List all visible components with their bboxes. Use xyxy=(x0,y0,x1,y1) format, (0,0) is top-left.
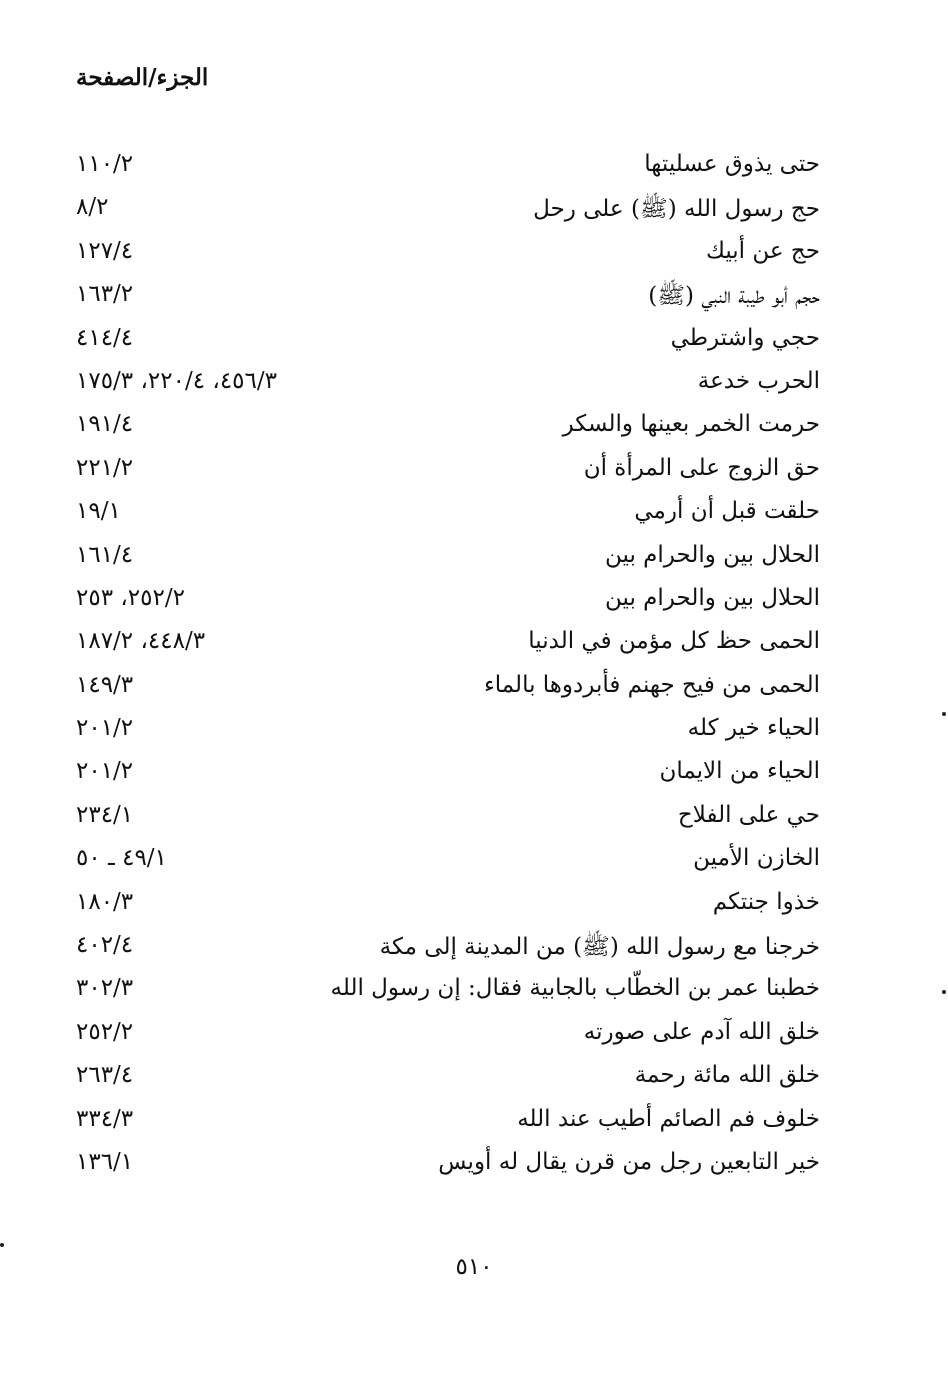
entry-reference: ١٩/١ xyxy=(76,498,121,525)
list-item xyxy=(0,796,948,839)
entry-text: الحياء خير كله xyxy=(687,715,820,742)
entry-reference: ٤٥٦/٣، ٢٢٠/٤، ١٧٥/٣ xyxy=(76,367,277,394)
list-item xyxy=(0,275,948,318)
list-item xyxy=(0,926,948,969)
entry-reference: ١١٠/٢ xyxy=(76,151,134,177)
list-item xyxy=(0,492,948,535)
list-item xyxy=(0,536,948,579)
list-item xyxy=(0,1056,948,1099)
entry-text: الحلال بين والحرام بين xyxy=(605,541,820,568)
list-item xyxy=(0,622,948,665)
entry-text: خذوا جنتكم xyxy=(712,888,820,915)
entry-text: الحرب خدعة xyxy=(697,367,820,394)
entry-reference: ٢٢١/٢ xyxy=(76,454,134,481)
page-number: ٥١٠ xyxy=(455,1254,493,1280)
entry-text: خطبنا عمر بن الخطّاب بالجابية فقال: إن رسول الله xyxy=(330,975,820,1002)
entry-reference: ٢٠١/٢ xyxy=(76,758,134,785)
list-item xyxy=(0,188,948,231)
entry-reference: ٢٦٣/٤ xyxy=(76,1062,134,1089)
entry-reference: ١٤٩/٣ xyxy=(76,671,134,698)
entry-text: الحلال بين والحرام بين xyxy=(605,584,820,611)
entry-reference: ٣٣٤/٣ xyxy=(76,1105,134,1132)
list-item xyxy=(0,405,948,448)
entry-text: حتى يذوق عسليتها xyxy=(644,151,820,177)
entry-text: حجي واشترطي xyxy=(670,324,820,351)
entry-text: خلق الله آدم على صورته xyxy=(583,1018,820,1045)
list-item xyxy=(0,145,948,188)
entry-reference: ٤٩/١ ـ ٥٠ xyxy=(76,845,167,872)
entry-reference: ١٨٠/٣ xyxy=(76,888,134,915)
entry-text: حجم أبو طيبة النبي (ﷺ) xyxy=(648,283,820,310)
entry-reference: ٨/٢ xyxy=(76,194,109,221)
list-item xyxy=(0,752,948,795)
entry-reference: ٢٣٤/١ xyxy=(76,801,134,828)
entry-text: حج رسول الله (ﷺ) على رحل xyxy=(533,196,820,223)
list-item xyxy=(0,1013,948,1056)
entry-reference: ٤٠٢/٤ xyxy=(76,932,134,959)
entry-reference: ٤١٤/٤ xyxy=(76,324,134,351)
entry-text: حق الزوج على المرأة أن xyxy=(583,454,820,481)
entry-text: حلقت قبل أن أرمي xyxy=(634,498,820,525)
list-item xyxy=(0,449,948,492)
list-item xyxy=(0,839,948,882)
list-item xyxy=(0,709,948,752)
entry-reference: ١٢٧/٤ xyxy=(76,237,134,264)
list-item xyxy=(0,1143,948,1186)
entry-reference: ١٦١/٤ xyxy=(76,541,134,568)
entry-text: الخازن الأمين xyxy=(693,845,820,872)
list-item xyxy=(0,969,948,1012)
list-item xyxy=(0,362,948,405)
entry-text: خلوف فم الصائم أطيب عند الله xyxy=(517,1105,820,1132)
list-item xyxy=(0,579,948,622)
list-item xyxy=(0,232,948,275)
entry-text: حج عن أبيك xyxy=(705,237,820,264)
entry-text: الحمى من فيح جهنم فأبردوها بالماء xyxy=(483,671,820,698)
scan-speck xyxy=(942,712,946,716)
entry-text: الحمى حظ كل مؤمن في الدنيا xyxy=(528,628,820,655)
list-item xyxy=(0,883,948,926)
entry-reference: ٣٠٢/٣ xyxy=(76,975,134,1002)
entry-reference: ٢٠١/٢ xyxy=(76,715,134,742)
entry-text: خلق الله مائة رحمة xyxy=(634,1062,820,1089)
entry-text: حرمت الخمر بعينها والسكر xyxy=(562,411,820,438)
entry-reference: ٢٥٢/٢ xyxy=(76,1018,134,1045)
column-header: الجزء/الصفحة xyxy=(76,64,209,91)
entry-reference: ١٣٦/١ xyxy=(76,1148,134,1175)
list-item xyxy=(0,666,948,709)
hadith-index-list xyxy=(0,145,948,1186)
entry-text: خرجنا مع رسول الله (ﷺ) من المدينة إلى مكة xyxy=(379,934,820,961)
entry-reference: ٢٥٢/٢، ٢٥٣ xyxy=(76,584,185,611)
scan-speck xyxy=(942,990,946,994)
entry-text: الحياء من الايمان xyxy=(659,758,820,785)
scan-speck xyxy=(0,1243,4,1247)
entry-reference: ١٦٣/٢ xyxy=(76,281,134,308)
list-item xyxy=(0,319,948,362)
entry-reference: ١٩١/٤ xyxy=(76,411,134,438)
entry-reference: ٤٤٨/٣، ١٨٧/٢ xyxy=(76,628,206,655)
entry-text: حي على الفلاح xyxy=(677,801,820,828)
entry-text: خير التابعين رجل من قرن يقال له أويس xyxy=(438,1148,820,1175)
list-item xyxy=(0,1100,948,1143)
